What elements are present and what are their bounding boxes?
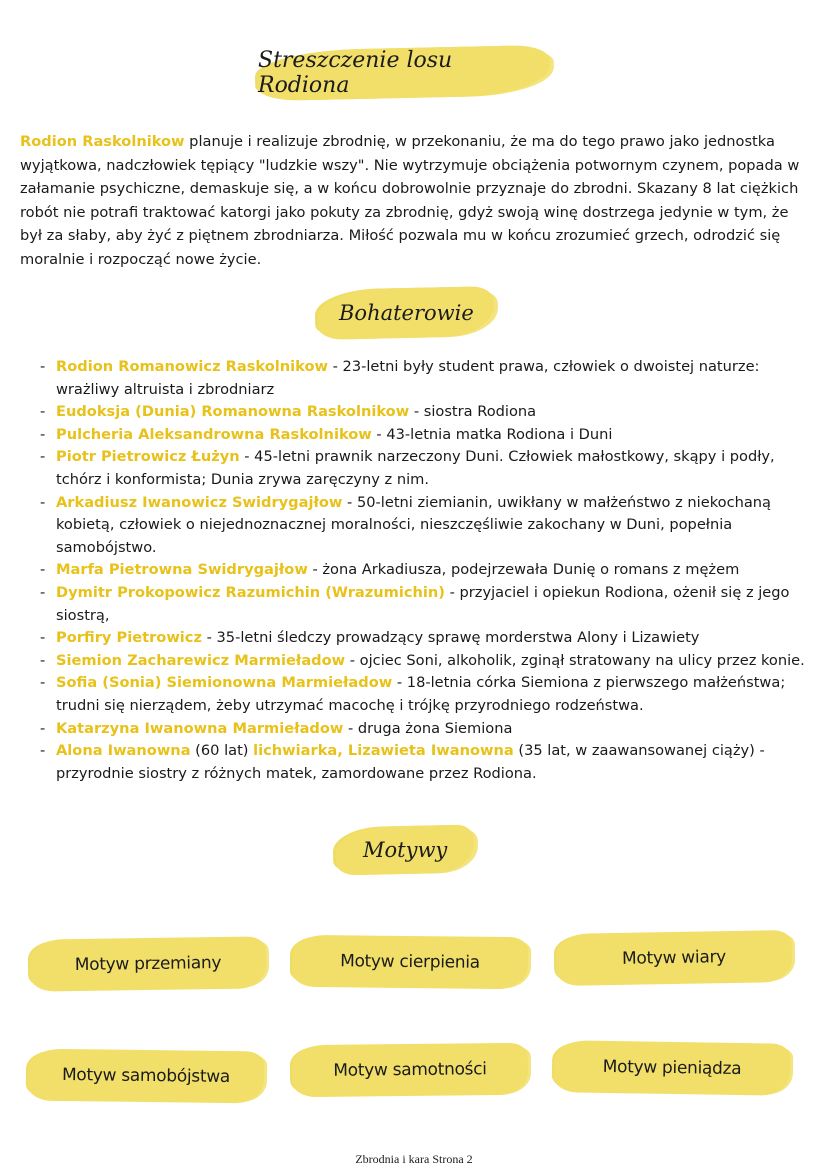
motif-transformation: Motyw przemiany [30,936,267,991]
hero-name: Piotr Pietrowicz Łużyn [56,448,240,466]
hero-name: Rodion Romanowicz Raskolnikow [56,358,328,375]
summary-heading-banner [258,45,551,101]
summary-hero-name: Rodion Raskolnikow [20,133,185,150]
hero-name: Porfiry Pietrowicz [56,629,202,647]
list-item [40,424,810,447]
hero-description: - 43-letnia matka Rodiona i Duni [371,425,613,443]
summary-heading: Streszczenie losu Rodiona [258,48,453,98]
motif-suffering: Motyw cierpienia [292,935,529,989]
heroes-heading-banner [317,286,494,340]
hero-name: Katarzyna Iwanowna Marmieładow [56,719,344,737]
hero-name: Eudoksja (Dunia) Romanowna Raskolnikow [56,403,410,421]
motif-suicide: Motyw samobójstwa [28,1049,265,1104]
summary-paragraph [20,130,810,271]
list-item [40,401,810,424]
motif-faith: Motyw wiary [556,930,793,986]
motifs-heading-banner [336,825,475,876]
hero-name: Marfa Pietrowna Swidrygajłow [56,561,308,579]
list-item [40,446,810,491]
hero-name: lichwiarka, Lizawieta Iwanowna [253,742,514,760]
hero-name: Sofia (Sonia) Siemionowna Marmieładow [56,674,393,692]
motifs-heading: Motywy [362,838,448,863]
hero-name: Pulcheria Aleksandrowna Raskolnikow [56,425,372,443]
hero-name: Dymitr Prokopowicz Razumichin (Wrazumichin) [56,583,445,601]
summary-text: planuje i realizuje zbrodnię, w przekonaniu, że ma do tego prawo jako jednostka wyjątkowa, nadczłowiek tępiący "ludzkie wszy". Nie wytrzymuje obciążenia potwornym czynem, popada w załamanie psychiczne, demaskuje się, a w końcu dobrowolnie przyznaje do zbrodni. Skazany 8 lat ciężkich robót nie potrafi traktować katorgi jako pokuty za zbrodnię, gdyż swoją winę dostrzega jedynie w tym, że był za słaby, aby żyć z piętnem zbrodniarza. Miłość pozwala mu w końcu zrozumieć grzech, odrodzić się moralnie i rozpocząć nowe życie. [20,133,800,268]
hero-name: Siemion Zacharewicz Marmieładow [56,651,346,669]
list-item [40,740,810,785]
list-item [40,492,810,560]
hero-description: - 18-letnia córka Siemiona z pierwszego małżeństwa; trudni się nierządem, żeby utrzymać macochę i trójkę przyrodniego rodzeństwa. [56,674,786,714]
hero-description: (35 lat, w zaawansowanej ciąży) - przyrodnie siostry z różnych matek, zamordowane przez Rodiona. [56,742,765,782]
motif-loneliness: Motyw samotności [292,1043,529,1097]
motif-money: Motyw pieniądza [554,1040,791,1096]
hero-description: - 50-letni ziemianin, uwikłany w małżeństwo z niekochaną kobietą, człowiek o niejednoznacznej moralności, nieszczęśliwie zakochany w Duni, popełnia samobójstwo. [56,493,771,556]
hero-description: - druga żona Siemiona [343,719,513,737]
hero-description: - przyjaciel i opiekun Rodiona, ożenił się z jego siostrą, [56,583,790,624]
list-item [40,627,810,650]
hero-description: - żona Arkadiusza, podejrzewała Dunię o romans z mężem [307,561,740,579]
hero-name: Arkadiusz Iwanowicz Swidrygajłow [56,493,343,511]
heroes-heading: Bohaterowie [338,301,474,326]
list-item [40,582,810,627]
list-item [40,672,810,717]
hero-description: - siostra Rodiona [409,403,537,421]
list-item [40,559,810,582]
hero-description: - 23-letni były student prawa, człowiek o dwoistej naturze: wrażliwy altruista i zbrodniarz [56,358,760,398]
hero-description: - ojciec Soni, alkoholik, zginął stratowany na ulicy przez konie. [345,651,805,669]
hero-description: - 35-letni śledczy prowadzący sprawę morderstwa Alony i Lizawiety [201,629,700,647]
hero-name: Alona Iwanowna [56,742,191,760]
hero-description: - 45-letni prawnik narzeczony Duni. Człowiek małostkowy, skąpy i podły, tchórz i konformista; Dunia zrywa zaręczyny z nim. [56,448,775,488]
hero-description: (60 lat) [190,742,254,760]
heroes-list [40,356,810,785]
list-item [40,718,810,741]
list-item [40,356,810,401]
list-item [40,650,810,673]
page-footer: Zbrodnia i kara Strona 2 [355,1152,473,1166]
